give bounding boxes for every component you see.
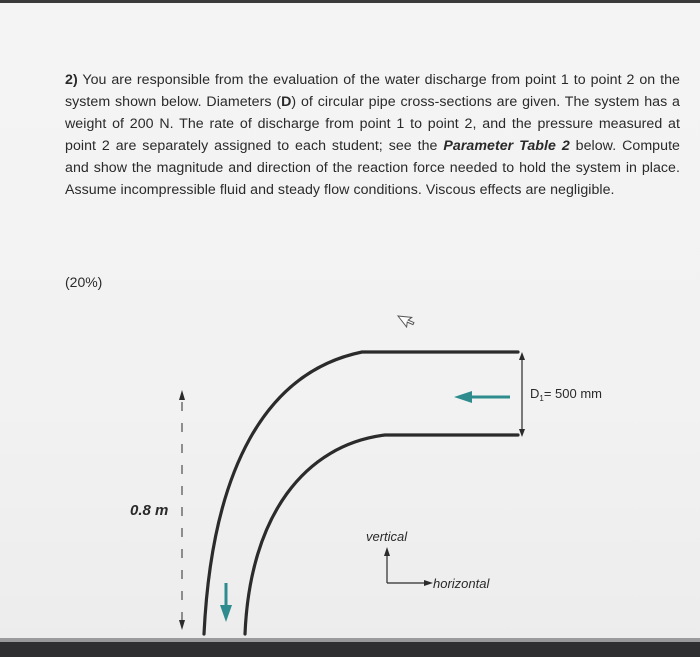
problem-number: 2) <box>65 72 78 88</box>
diameter-arrow-top-icon <box>519 352 525 360</box>
mouse-cursor-icon <box>398 310 416 329</box>
height-label: 0.8 m <box>130 502 169 519</box>
horizontal-axis-arrow-icon <box>424 580 433 586</box>
diameter-arrow-bottom-icon <box>519 429 525 437</box>
problem-text-part-1: You are responsible from the evaluation of the water discharge from point 1 to point 2 on the system shown below. Diameters ( <box>65 72 680 110</box>
vertical-axis-label: vertical <box>366 529 408 544</box>
outlet-flow-arrow-icon <box>454 391 472 403</box>
page-bottom-edge <box>0 642 700 657</box>
vertical-axis-arrow-icon <box>384 547 390 556</box>
horizontal-axis-label: horizontal <box>433 576 490 591</box>
problem-text-part-2: ) of circular pipe cross-sections are given. The system has a weight of 200 N. The rate of discharge from point 1 to point 2, and the pressure measured at point 2 are separately assigned to each student; see the <box>65 94 680 154</box>
parameter-table-reference: Parameter Table 2 <box>443 138 570 154</box>
points-weight: (20%) <box>65 274 103 290</box>
height-arrow-top-icon <box>179 390 185 400</box>
diameter-symbol: D <box>281 94 292 110</box>
inlet-flow-arrow-icon <box>220 605 232 622</box>
diameter-label: $D_1= 500$ mm <box>530 386 603 403</box>
height-arrow-bottom-icon <box>179 620 185 630</box>
problem-text-part-3: below. Compute and show the magnitude and direction of the reaction force needed to hold the system in place. Assume incompressible fluid and steady flow conditions. Viscous effects are negligible. <box>65 138 680 198</box>
